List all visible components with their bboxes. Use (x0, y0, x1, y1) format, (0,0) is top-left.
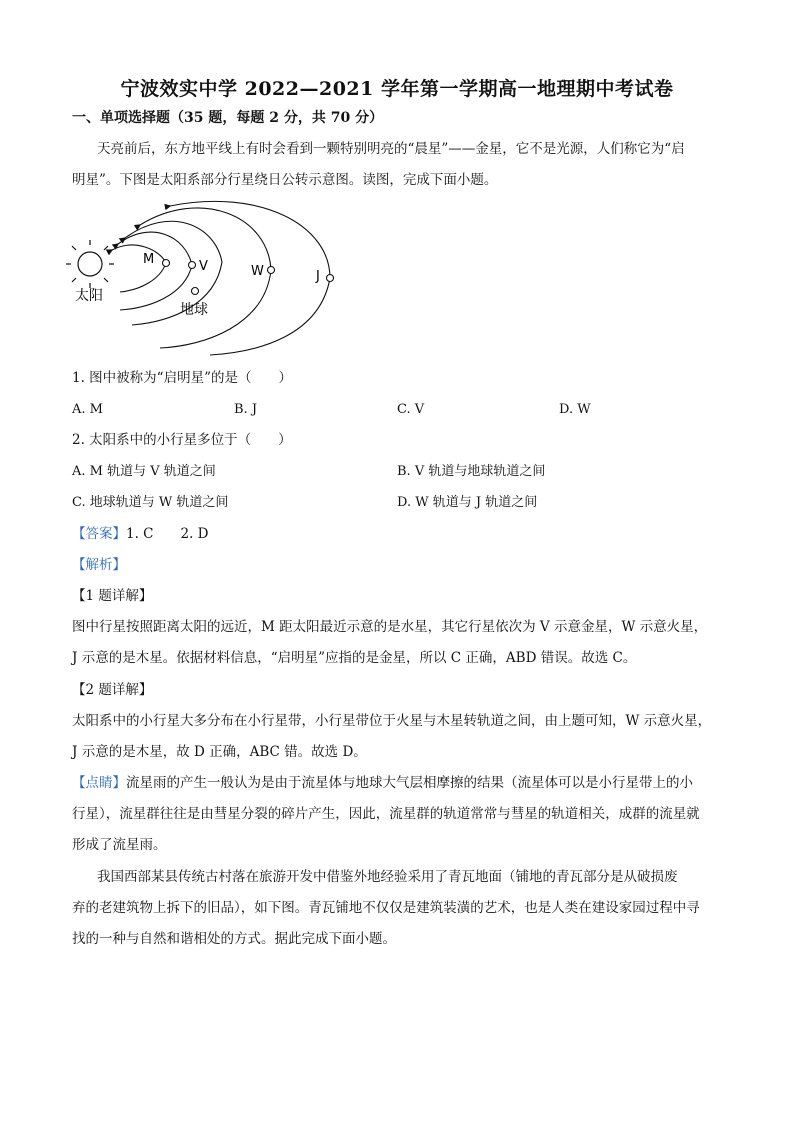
label-m: M (143, 252, 155, 267)
detail-1-line-2: J 示意的是木星。依据材料信息，“启明星”应指的是金星，所以 C 正确，ABD 错误。故选 C。 (72, 650, 637, 666)
section-heading: 一、单项选择题（35 题，每题 2 分，共 70 分） (72, 110, 384, 126)
note-line-2: 行星），流星群往往是由彗星分裂的碎片产生，因此，流星群的轨道常常与彗星的轨道相关，成群的流星就 (72, 806, 700, 822)
q1-option-d[interactable]: D. W (559, 402, 591, 417)
question-2-stem: 2. 太阳系中的小行星多位于（ ） (72, 432, 292, 448)
label-j: J (316, 269, 320, 284)
q1-option-a[interactable]: A. M (72, 402, 103, 417)
detail-2-line-1: 太阳系中的小行星大多分布在小行星带，小行星带位于火星与木星转轨道之间，由上题可知，W 示意火星， (72, 713, 712, 729)
label-w: W (251, 264, 264, 279)
note-line-3: 形成了流星雨。 (72, 837, 167, 853)
sun-icon (66, 240, 114, 288)
detail-2-line-2: J 示意的是木星，故 D 正确，ABC 错。故选 D。 (72, 744, 367, 760)
orbit-j (170, 201, 330, 355)
q2-option-d[interactable]: D. W 轨道与 J 轨道之间 (397, 495, 538, 510)
planet-earth (192, 288, 199, 295)
analysis-label: 【解析】 (72, 557, 126, 573)
intro2-line-2: 弃的老建筑物上拆下的旧品），如下图。青瓦铺地不仅仅是建筑装潢的艺术，也是人类在建设家园过程中寻 (72, 900, 700, 916)
intro-line-1: 天亮前后，东方地平线上有时会看到一颗特别明亮的“晨星”——金星，它不是光源，人们称它为“启 (97, 141, 685, 157)
q2-option-c[interactable]: C. 地球轨道与 W 轨道之间 (72, 495, 229, 510)
planet-v (189, 262, 196, 269)
planet-w (268, 267, 275, 274)
intro2-line-3: 找的一种与自然和谐相处的方式。据此完成下面小题。 (72, 931, 396, 947)
orbit-v (118, 232, 192, 310)
question-1-stem: 1. 图中被称为“启明星”的是（ ） (72, 370, 292, 386)
detail-1-line-1: 图中行星按照距离太阳的远近，M 距太阳最近示意的是水星，其它行星依次为 V 示意金星，W 示意火星， (72, 619, 708, 635)
orbit-earth (125, 221, 222, 325)
answer-text: 1. C 2. D (126, 526, 209, 542)
page-title: 宁波效实中学 2022—2021 学年第一学期高一地理期中考试卷 (120, 78, 674, 100)
q1-option-b[interactable]: B. J (234, 402, 258, 417)
q2-option-a[interactable]: A. M 轨道与 V 轨道之间 (72, 464, 216, 479)
label-sun: 太阳 (75, 288, 103, 304)
note-line-1: 流星雨的产生一般认为是由于流星体与地球大气层相摩擦的结果（流星体可以是小行星带上的小 (126, 775, 693, 791)
detail-2-label: 【2 题详解】 (72, 682, 153, 698)
note-row (72, 777, 693, 791)
q1-option-c[interactable]: C. V (397, 402, 425, 417)
planet-j (327, 275, 334, 282)
detail-1-label: 【1 题详解】 (72, 588, 153, 604)
orbit-m (112, 245, 166, 292)
answer-label: 【答案】 (72, 526, 126, 542)
intro-line-2: 明星”。下图是太阳系部分行星绕日公转示意图。读图，完成下面小题。 (72, 172, 498, 188)
label-v: V (199, 259, 208, 274)
q2-option-b[interactable]: B. V 轨道与地球轨道之间 (397, 464, 546, 479)
note-label: 【点睛】 (72, 775, 126, 791)
answer-row (72, 528, 209, 542)
orbit-w (140, 208, 271, 348)
intro2-line-1: 我国西部某县传统古村落在旅游开发中借鉴外地经验采用了青瓦地面（铺地的青瓦部分是从破损废 (97, 869, 678, 885)
planet-m (163, 260, 170, 267)
label-earth: 地球 (180, 302, 208, 318)
